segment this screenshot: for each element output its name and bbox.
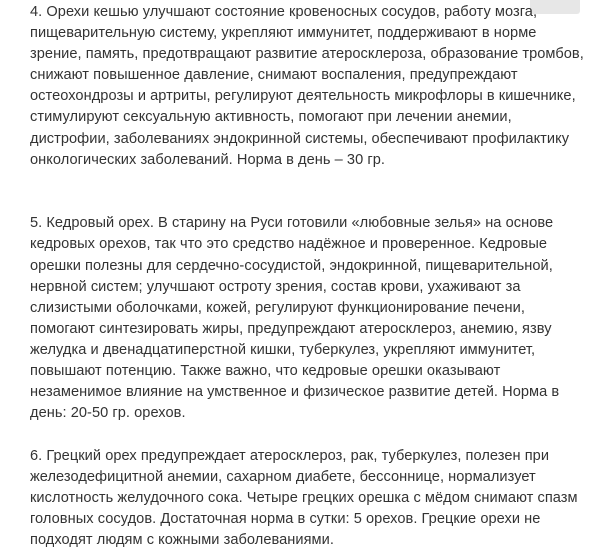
text-line: кислотность желудочного сока. Четыре грецких орешка с мёдом снимают спазм [30, 489, 578, 506]
text-line: 6. Грецкий орех предупреждает атеросклероз, рак, туберкулез, полезен при [30, 447, 550, 464]
text-line: снижают повышенное давление, снимают воспаления, предупреждают [30, 67, 518, 84]
text-line: повышают потенцию. Также важно, что кедровые орешки оказывают [30, 363, 501, 379]
text-line: незаменимое влияние на умственное и физическое развитие детей. Норма в [30, 384, 560, 401]
text-line: подходят людям с кожными заболеваниями. [30, 532, 334, 549]
text-line: стимулируют сексуальную активность, помогают при лечении анемии, [30, 109, 512, 126]
text-line: желудка и двенадцатиперстной кишки, туберкулез, укрепляют иммунитет, [30, 341, 536, 358]
text-line: онкологических заболеваний. Норма в день – 30 гр. [30, 151, 386, 168]
text-line: железодефицитной анемии, сахарном диабете, бессоннице, нормализует [30, 468, 536, 485]
text-line: пищеварительную систему, укрепляют иммунитет, поддерживают в норме [30, 25, 537, 42]
text-line: 4. Орехи кешью улучшают состояние кровеносных сосудов, работу мозга, [30, 4, 538, 20]
paragraph-pine-nut [30, 192, 590, 424]
text-line: дистрофии, заболеваниях эндокринной системы, обеспечивают профилактику [30, 130, 570, 147]
text-line: помогают синтезировать жиры, предупреждают атеросклероз, анемию, язву [30, 320, 552, 337]
text-line: кедровых орехов, так что это средство надёжное и проверенное. Кедровые [30, 236, 548, 253]
text-line: слизистыми оболочками, кожей, регулируют функционирование печени, [30, 299, 525, 316]
paragraph-cashew [30, 2, 590, 171]
text-line: зрение, память, предотвращают развитие атеросклероза, образование тромбов, [30, 46, 584, 63]
text-line: остеохондрозы и артриты, регулируют деятельность микрофлоры в кишечнике, [30, 88, 576, 105]
text-line: нервной систем; улучшают остроту зрения, состав крови, ухаживают за [30, 278, 521, 295]
paragraph-walnut [30, 446, 590, 551]
text-line: день: 20-50 гр. орехов. [30, 405, 186, 422]
text-line: головных сосудов. Достаточная норма в сутки: 5 орехов. Грецкие орехи не [30, 511, 541, 528]
article-body [30, 2, 590, 551]
text-line: 5. Кедровый орех. В старину на Руси готовили «любовные зелья» на основе [30, 215, 554, 232]
text-line: орешки полезны для сердечно-сосудистой, эндокринной, пищеварительной, [30, 257, 553, 274]
